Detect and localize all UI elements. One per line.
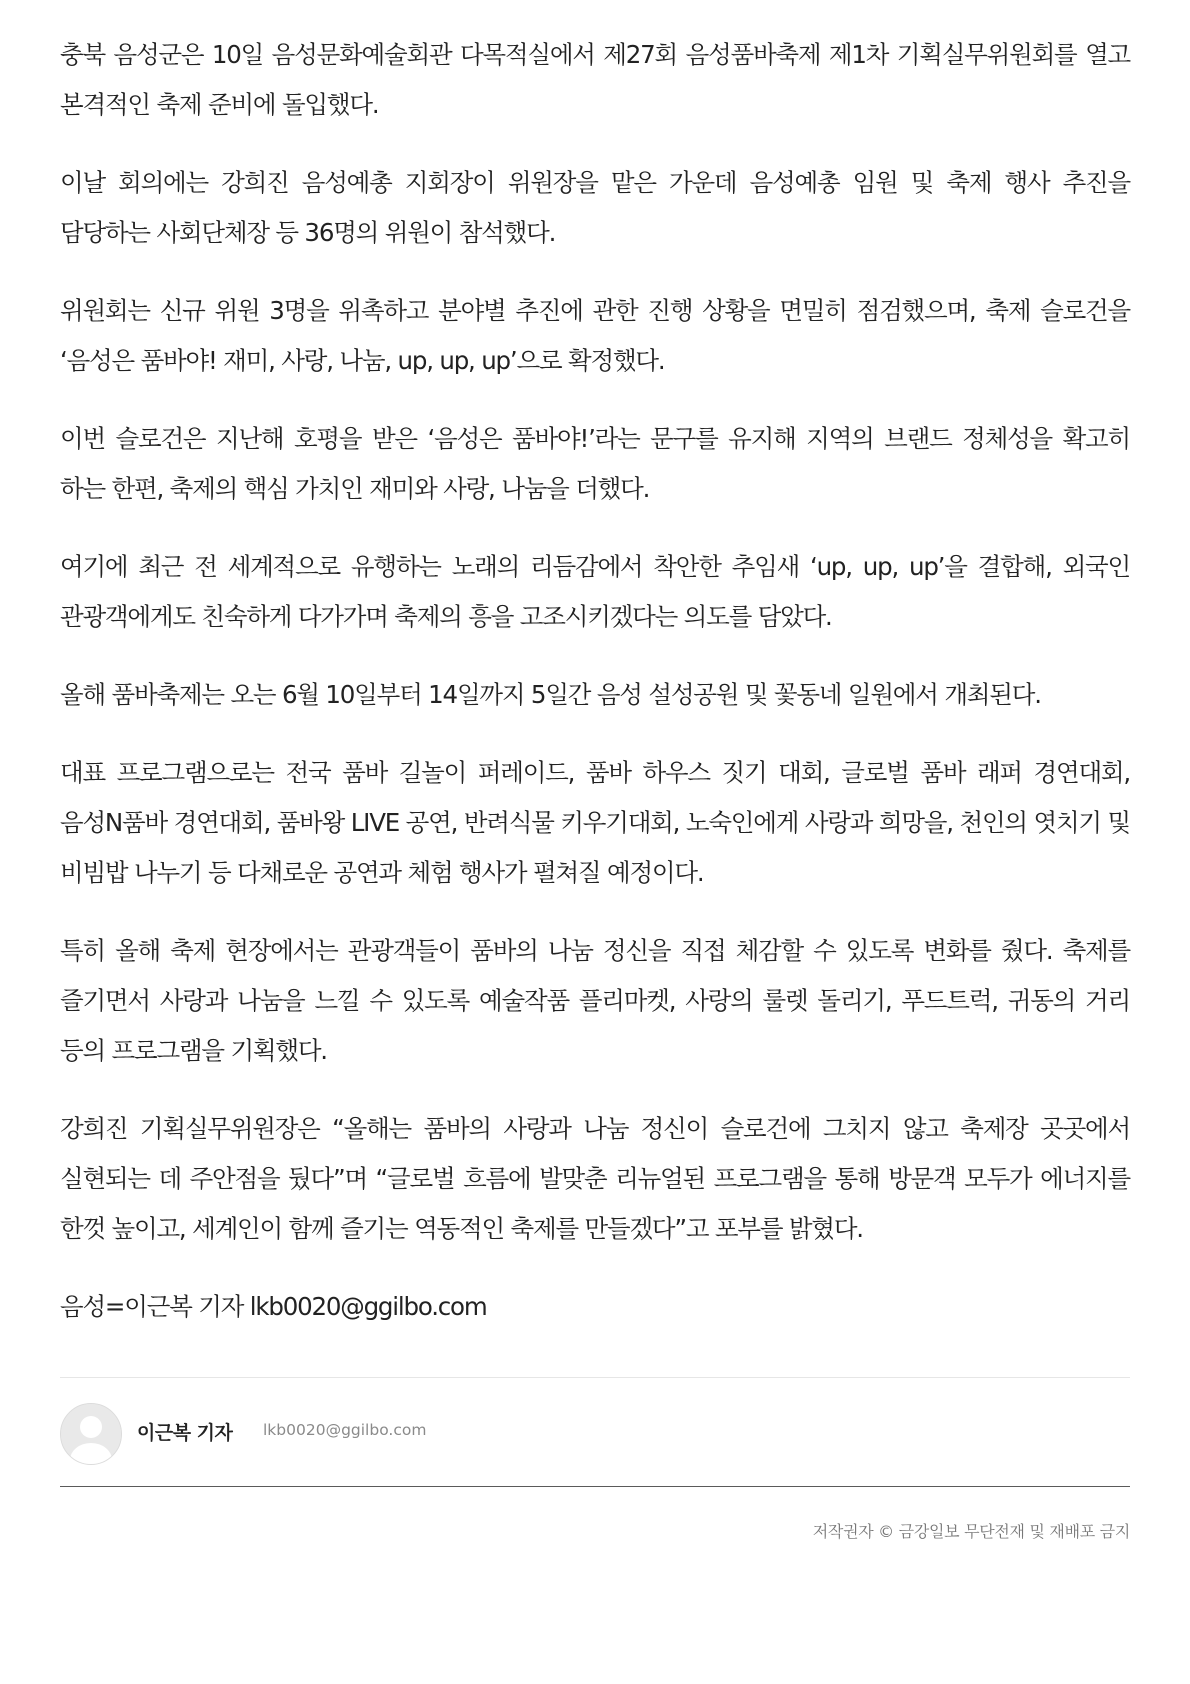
article-body: [60, 30, 1130, 1360]
article-paragraph: 특히 올해 축제 현장에서는 관광객들이 품바의 나눔 정신을 직접 체감할 수 있도록 변화를 줬다. 축제를 즐기면서 사랑과 나눔을 느낄 수 있도록 예술작품 플리마켓, 사랑의 룰렛 돌리기, 푸드트럭, 귀동의 거리 등의 프로그램을 기획했다.: [60, 936, 1130, 1065]
user-avatar-icon: [60, 1403, 122, 1465]
article-paragraph: 이날 회의에는 강희진 음성예총 지회장이 위원장을 맡은 가운데 음성예총 임원 및 축제 행사 추진을 담당하는 사회단체장 등 36명의 위원이 참석했다.: [60, 168, 1130, 247]
copyright-notice: 저작권자 © 금강일보 무단전재 및 재배포 금지: [812, 1522, 1130, 1541]
author-email[interactable]: lkb0020@ggilbo.com: [263, 1421, 427, 1439]
article-paragraph: 대표 프로그램으로는 전국 품바 길놀이 퍼레이드, 품바 하우스 짓기 대회, 글로벌 품바 래퍼 경연대회, 음성N품바 경연대회, 품바왕 LIVE 공연, 반려식물 키우기대회, 노숙인에게 사랑과 희망을, 천인의 엿치기 및 비빔밥 나누기 등 다채로운 공연과 체험 행사가 펼쳐질 예정이다.: [60, 758, 1130, 887]
article-paragraph: 강희진 기획실무위원장은 “올해는 품바의 사랑과 나눔 정신이 슬로건에 그치지 않고 축제장 곳곳에서 실현되는 데 주안점을 뒀다”며 “글로벌 흐름에 발맞춘 리뉴얼된 프로그램을 통해 방문객 모두가 에너지를 한껏 높이고, 세계인이 함께 즐기는 역동적인 축제를 만들겠다”고 포부를 밝혔다.: [60, 1114, 1130, 1243]
reporter-signature: 음성=이근복 기자 lkb0020@ggilbo.com: [60, 1292, 487, 1321]
article-paragraph: 위원회는 신규 위원 3명을 위촉하고 분야별 추진에 관한 진행 상황을 면밀히 점검했으며, 축제 슬로건을 ‘음성은 품바야! 재미, 사랑, 나눔, up, up, up’으로 확정했다.: [60, 296, 1130, 375]
author-byline: [60, 1377, 1130, 1487]
article-paragraph: 충북 음성군은 10일 음성문화예술회관 다목적실에서 제27회 음성품바축제 제1차 기획실무위원회를 열고 본격적인 축제 준비에 돌입했다.: [60, 40, 1130, 119]
article-paragraph: 이번 슬로건은 지난해 호평을 받은 ‘음성은 품바야!’라는 문구를 유지해 지역의 브랜드 정체성을 확고히 하는 한편, 축제의 핵심 가치인 재미와 사랑, 나눔을 더했다.: [60, 424, 1130, 503]
article-paragraph: 여기에 최근 전 세계적으로 유행하는 노래의 리듬감에서 착안한 추임새 ‘up, up, up’을 결합해, 외국인 관광객에게도 친숙하게 다가가며 축제의 흥을 고조시키겠다는 의도를 담았다.: [60, 552, 1130, 631]
article-paragraph: 올해 품바축제는 오는 6월 10일부터 14일까지 5일간 음성 설성공원 및 꽃동네 일원에서 개최된다.: [60, 680, 1041, 709]
author-name[interactable]: 이근복 기자: [137, 1422, 233, 1444]
